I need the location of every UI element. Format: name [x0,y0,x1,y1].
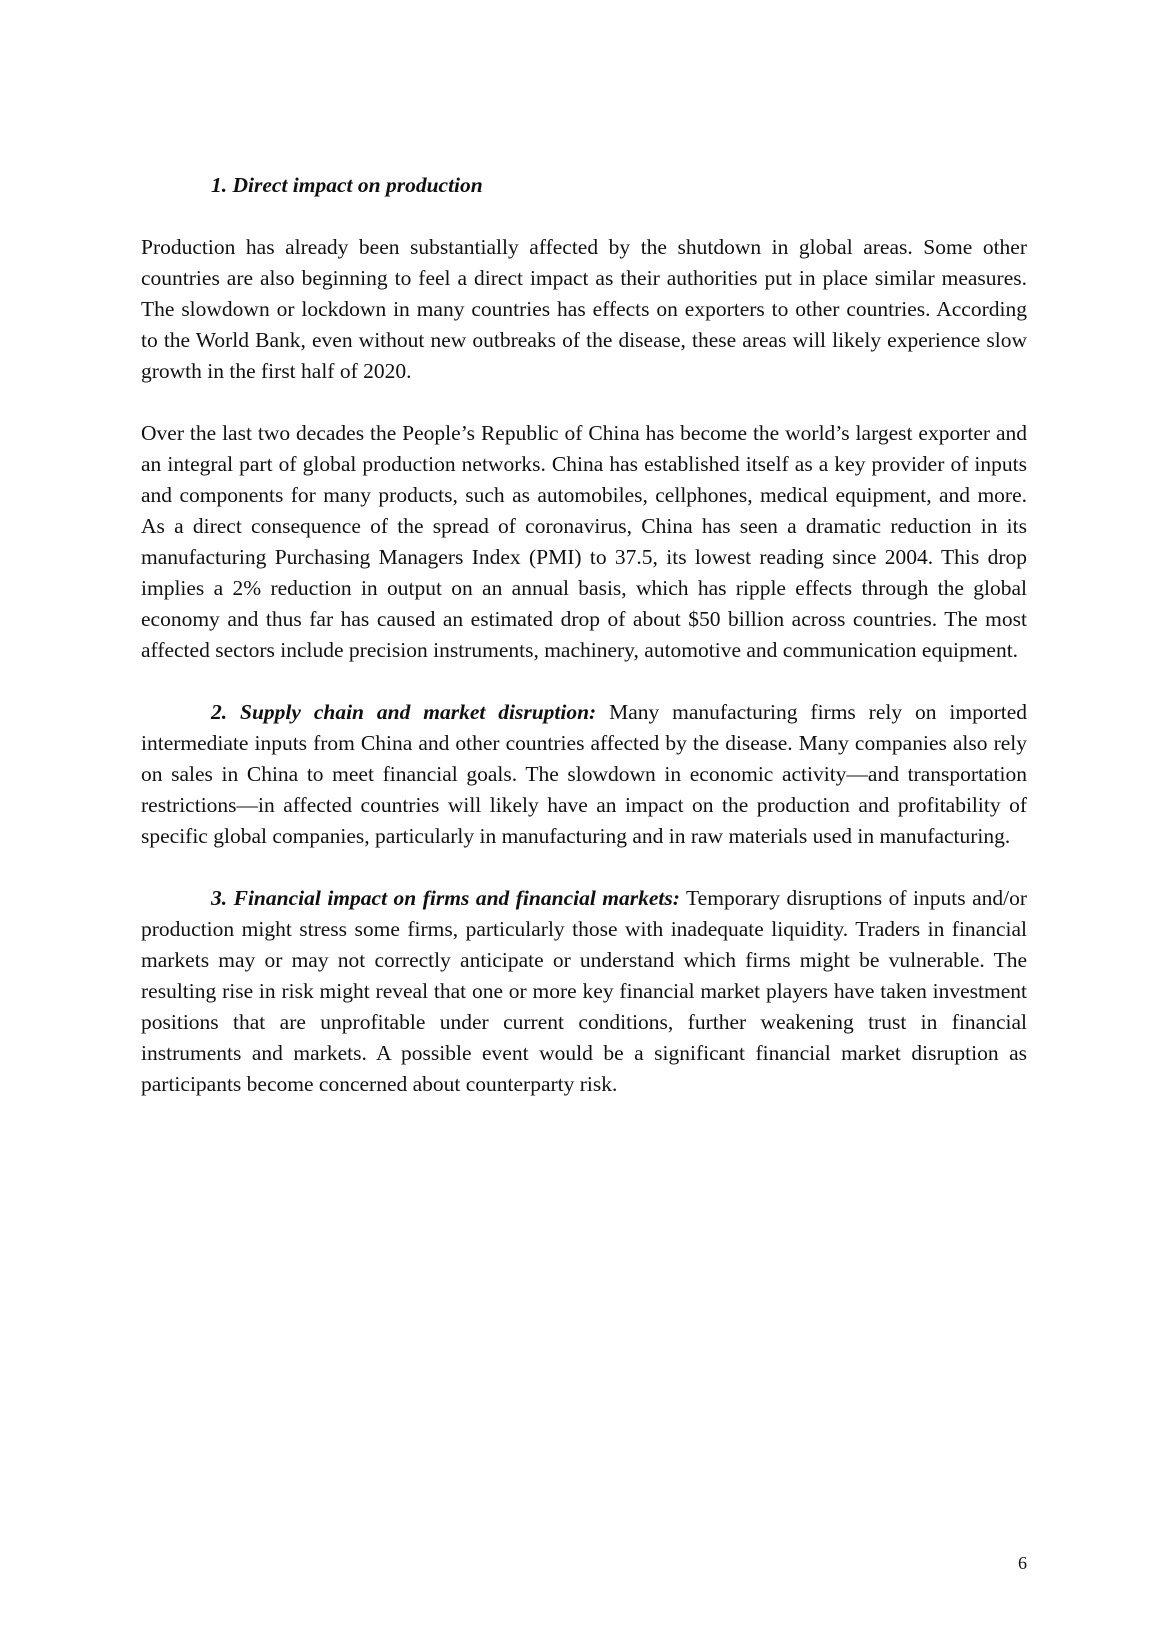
section-supply-chain [141,697,1027,852]
paragraph-production-affected: Production has already been substantially affected by the shutdown in global areas. Some other countries are also beginning to feel a direct impact as their authorities put in place similar measures. The slowdown or lockdown in many countries has effects on exporters to other countries. According to the World Bank, even without new outbreaks of the disease, these areas will likely experience slow growth in the first half of 2020. [141,235,1027,383]
document-body [141,170,1027,1131]
section-financial-impact [141,883,1027,1100]
section-heading-supply-chain: 2. Supply chain and market disruption: [211,700,597,724]
paragraph-china-exporter: Over the last two decades the People’s Republic of China has become the world’s largest exporter and an integral part of global production networks. China has established itself as a key provider of inputs and components for many products, such as automobiles, cellphones, medical equipment, and more. As a direct consequence of the spread of coronavirus, China has seen a dramatic reduction in its manufacturing Purchasing Managers Index (PMI) to 37.5, its lowest reading since 2004. This drop implies a 2% reduction in output on an annual basis, which has ripple effects through the global economy and thus far has caused an estimated drop of about $50 billion across countries. The most affected sectors include precision instruments, machinery, automotive and communication equipment. [141,421,1027,662]
page-number: 6 [1018,1553,1027,1573]
section-heading-direct-impact: 1. Direct impact on production [211,173,483,197]
section-text-supply-chain: Many manufacturing firms rely on imported intermediate inputs from China and other countries affected by the disease. Many companies also rely on sales in China to meet financial goals. The slowdown in economic activity—and transportation restrictions—in affected countries will likely have an impact on the production and profitability of specific global companies, particularly in manufacturing and in raw materials used in manufacturing. [141,700,1027,848]
section-heading-financial-impact: 3. Financial impact on firms and financial markets: [211,886,680,910]
section-text-financial-impact: Temporary disruptions of inputs and/or production might stress some firms, particularly those with inadequate liquidity. Traders in financial markets may or may not correctly anticipate or understand which firms might be vulnerable. The resulting rise in risk might reveal that one or more key financial market players have taken investment positions that are unprofitable under current conditions, further weakening trust in financial instruments and markets. A possible event would be a significant financial market disruption as participants become concerned about counterparty risk. [141,886,1027,1096]
